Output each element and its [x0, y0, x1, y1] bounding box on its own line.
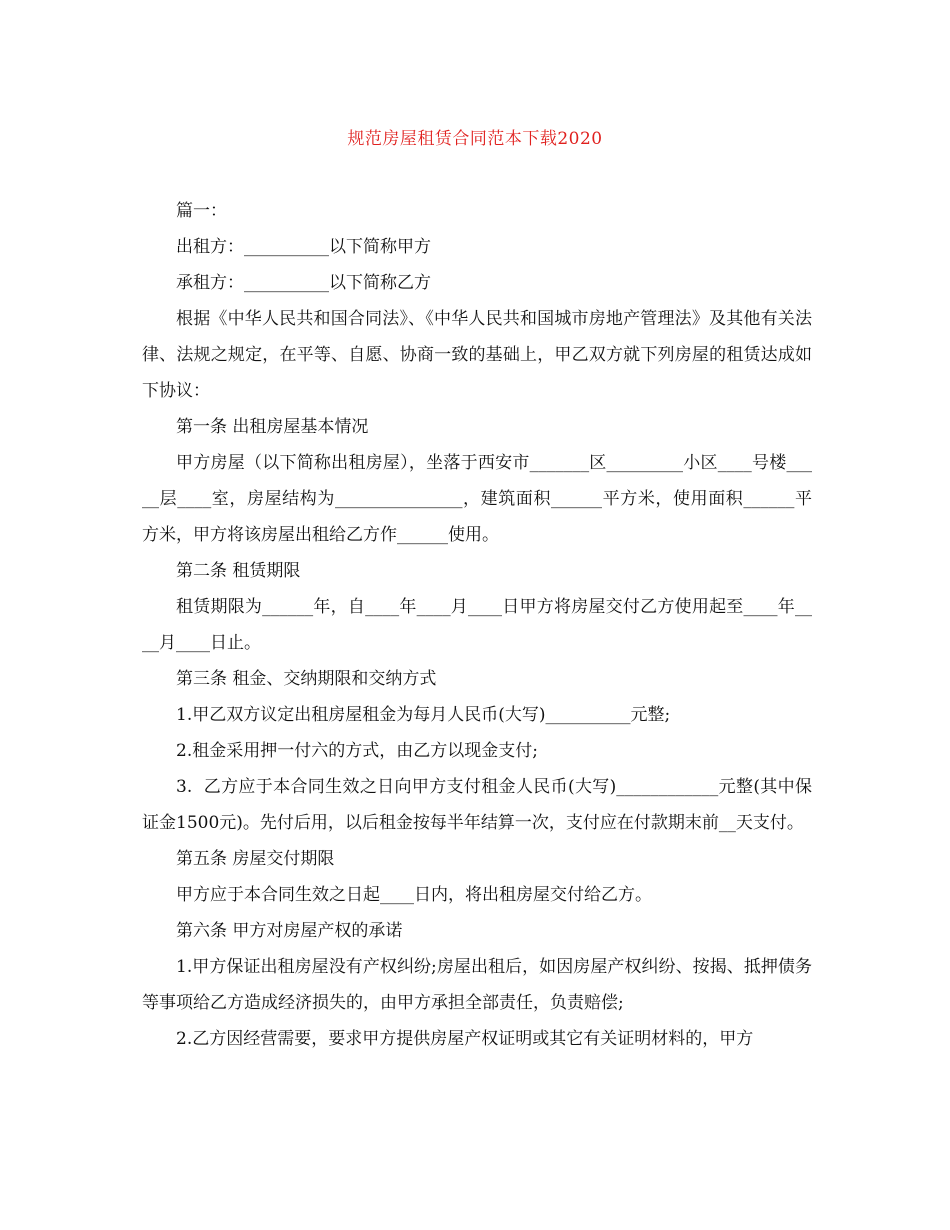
article-5-paragraph: 甲方应于本合同生效之日起____日内，将出租房屋交付给乙方。 — [176, 885, 652, 905]
article-6-heading: 第六条 甲方对房屋产权的承诺 — [176, 921, 403, 941]
preamble-paragraph: 根据《中华人民共和国合同法》、《中华人民共和国城市房地产管理法》及其他有关法律、法规之规定，在平等、自愿、协商一致的基础上，甲乙双方就下列房屋的租赁达成如下协议： — [142, 309, 812, 401]
article-1-paragraph: 甲方房屋（以下简称出租房屋），坐落于西安市_______区_________小区____号楼_____层____室，房屋结构为_______________，建筑面积______平方米，使用面积______平方米，甲方将该房屋出租给乙方作______使用。 — [142, 453, 812, 545]
article-2-paragraph: 租赁期限为______年，自____年____月____日甲方将房屋交付乙方使用起至____年____月____日止。 — [142, 597, 812, 653]
lessee-line: 承租方：__________以下简称乙方 — [176, 273, 431, 293]
article-6-item-1: 1.甲方保证出租房屋没有产权纠纷;房屋出租后，如因房屋产权纠纷、按揭、抵押债务等事项给乙方造成经济损失的，由甲方承担全部责任，负责赔偿; — [142, 957, 812, 1013]
document-body — [142, 193, 812, 1057]
article-3-heading: 第三条 租金、交纳期限和交纳方式 — [176, 669, 437, 689]
article-6-item-2: 2.乙方因经营需要，要求甲方提供房屋产权证明或其它有关证明材料的，甲方 — [176, 1029, 754, 1049]
article-5-heading: 第五条 房屋交付期限 — [176, 849, 335, 869]
article-2-heading: 第二条 租赁期限 — [176, 561, 301, 581]
article-1-heading: 第一条 出租房屋基本情况 — [176, 417, 369, 437]
article-3-item-1: 1.甲乙双方议定出租房屋租金为每月人民币(大写)__________元整; — [176, 705, 671, 725]
lessor-line: 出租方：__________以下简称甲方 — [176, 237, 431, 257]
section-label: 篇一： — [176, 201, 227, 221]
article-3-item-2: 2.租金采用押一付六的方式，由乙方以现金支付; — [176, 741, 538, 761]
article-3-item-3: 3. 乙方应于本合同生效之日向甲方支付租金人民币(大写)____________元整(其中保证金1500元)。先付后用，以后租金按每半年结算一次，支付应在付款期末前__天支付。 — [142, 777, 812, 833]
document-title: 规范房屋租赁合同范本下载2020 — [347, 129, 603, 149]
